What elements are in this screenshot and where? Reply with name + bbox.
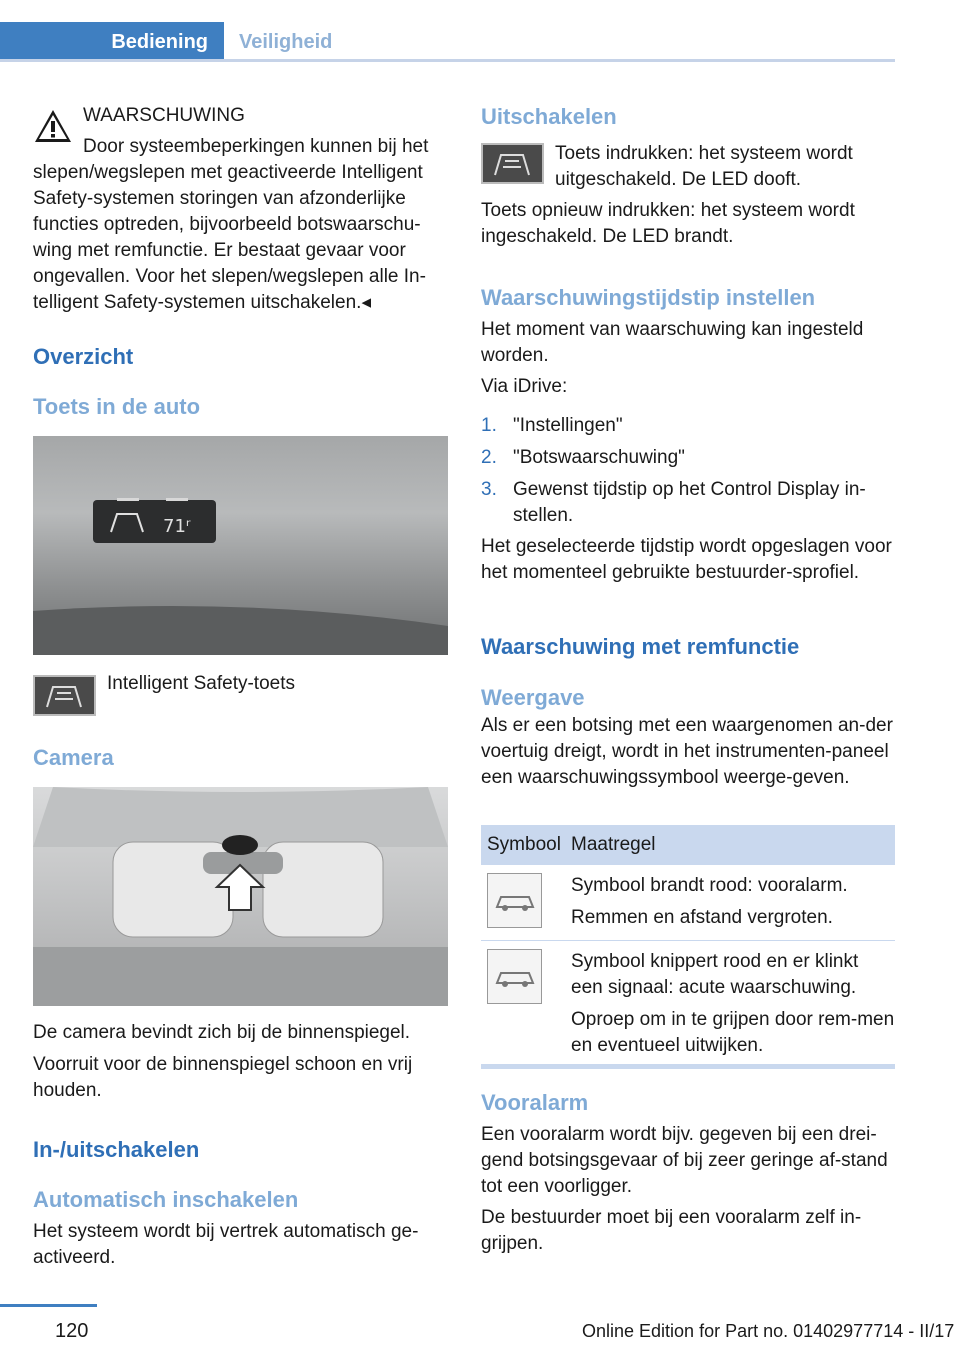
heading-camera: Camera	[33, 745, 114, 770]
intelligent-safety-icon	[33, 675, 96, 716]
page-header	[0, 0, 895, 62]
table-row	[481, 941, 895, 1069]
table-row	[481, 865, 895, 941]
table-header	[481, 825, 895, 865]
heading-toets: Toets in de auto	[33, 394, 201, 419]
row1-line1: Symbool brandt rood: vooralarm.	[571, 875, 848, 896]
camera-photo	[33, 787, 448, 1006]
col-header-maatregel: Maatregel	[571, 834, 656, 855]
button-panel-image	[33, 436, 448, 655]
uitschakelen-text-1: Toets indrukken: het systeem wordt uitgeschakeld. De LED dooft.	[555, 143, 853, 190]
heading-remfunctie: Waarschuwing met remfunctie	[481, 634, 800, 659]
tab-veiligheid[interactable]: Veiligheid	[239, 30, 333, 53]
heading-automatisch: Automatisch inschakelen	[33, 1187, 299, 1212]
heading-uitschakelen: Uitschakelen	[481, 104, 617, 129]
page-number: 120	[55, 1320, 89, 1342]
car-warning-icon	[487, 949, 542, 1004]
col-header-symbool: Symbool	[487, 834, 561, 855]
heading-vooralarm: Vooralarm	[481, 1090, 589, 1115]
footer-divider	[0, 1304, 97, 1307]
heading-tijdstip: Waarschuwingstijdstip instellen	[481, 285, 816, 310]
step-item: 3. Gewenst tijdstip op het Control Display in-stellen.	[481, 479, 866, 526]
svg-text:71ʳ: 71ʳ	[163, 516, 191, 537]
tijdstip-text: Het moment van waarschuwing kan ingesteld worden.	[481, 319, 864, 366]
tab-bediening[interactable]: Bediening	[0, 22, 224, 62]
auto-in-text: Het systeem wordt bij vertrek automatisch ge-activeerd.	[33, 1221, 419, 1268]
header-divider	[0, 59, 895, 62]
row1-line2: Remmen en afstand vergroten.	[571, 907, 833, 928]
edition-label: Online Edition for Part no. 01402977714 - II/17	[582, 1321, 955, 1341]
intelligent-safety-icon-2	[481, 143, 544, 184]
step-item: 1. "Instellingen"	[481, 415, 623, 436]
opgeslagen-text: Het geselecteerde tijdstip wordt opgeslagen voor het momenteel gebruikte bestuurder-sprofiel.	[481, 536, 892, 583]
heading-weergave: Weergave	[481, 685, 585, 710]
car-warning-icon	[487, 873, 542, 928]
via-idrive: Via iDrive:	[481, 376, 568, 397]
row2-line2: Oproep om in te grijpen door rem-men en eventueel uitwijken.	[571, 1009, 895, 1056]
heading-overzicht: Overzicht	[33, 344, 134, 369]
symbol-table	[481, 825, 895, 1069]
row2-line1: Symbool knippert rood en er klinkt een signaal: acute waarschuwing.	[571, 951, 859, 998]
button-photo	[33, 436, 448, 655]
heading-in-uit: In-/uitschakelen	[33, 1137, 200, 1162]
camera-text-2: Voorruit voor de binnenspiegel schoon en vrij houden.	[33, 1054, 413, 1101]
warning-text: Door systeembeperkingen kunnen bij het slepen/wegslepen met geactiveerde Intelligent Safety-systemen storingen van afzonderlijke functies optreden, bijvoorbeeld botswaarschu-wing met remfunctie. Er bestaat gevaar voor ongevallen. Voor het slepen/wegslepen alle In-telligent Safety-systemen uitschakelen.◂	[33, 136, 429, 313]
steps-list	[481, 413, 895, 529]
safety-toets-label: Intelligent Safety-toets	[107, 673, 295, 694]
vooralarm-text-1: Een vooralarm wordt bijv. gegeven bij een drei-gend botsingsgevaar of bij zeer geringe af-stand tot een voorligger.	[481, 1124, 888, 1197]
step-item: 2. "Botswaarschuwing"	[481, 447, 685, 468]
windshield-camera-image	[33, 787, 448, 1006]
vooralarm-text-2: De bestuurder moet bij een vooralarm zelf in-grijpen.	[481, 1207, 862, 1254]
uitschakelen-text-2: Toets opnieuw indrukken: het systeem wordt ingeschakeld. De LED brandt.	[481, 200, 855, 247]
camera-text-1: De camera bevindt zich bij de binnenspiegel.	[33, 1022, 411, 1043]
weergave-text: Als er een botsing met een waargenomen an-der voertuig dreigt, wordt in het instrumenten-paneel een waarschuwingssymbool weerge-geven.	[481, 715, 893, 788]
warning-title: WAARSCHUWING	[83, 105, 245, 126]
